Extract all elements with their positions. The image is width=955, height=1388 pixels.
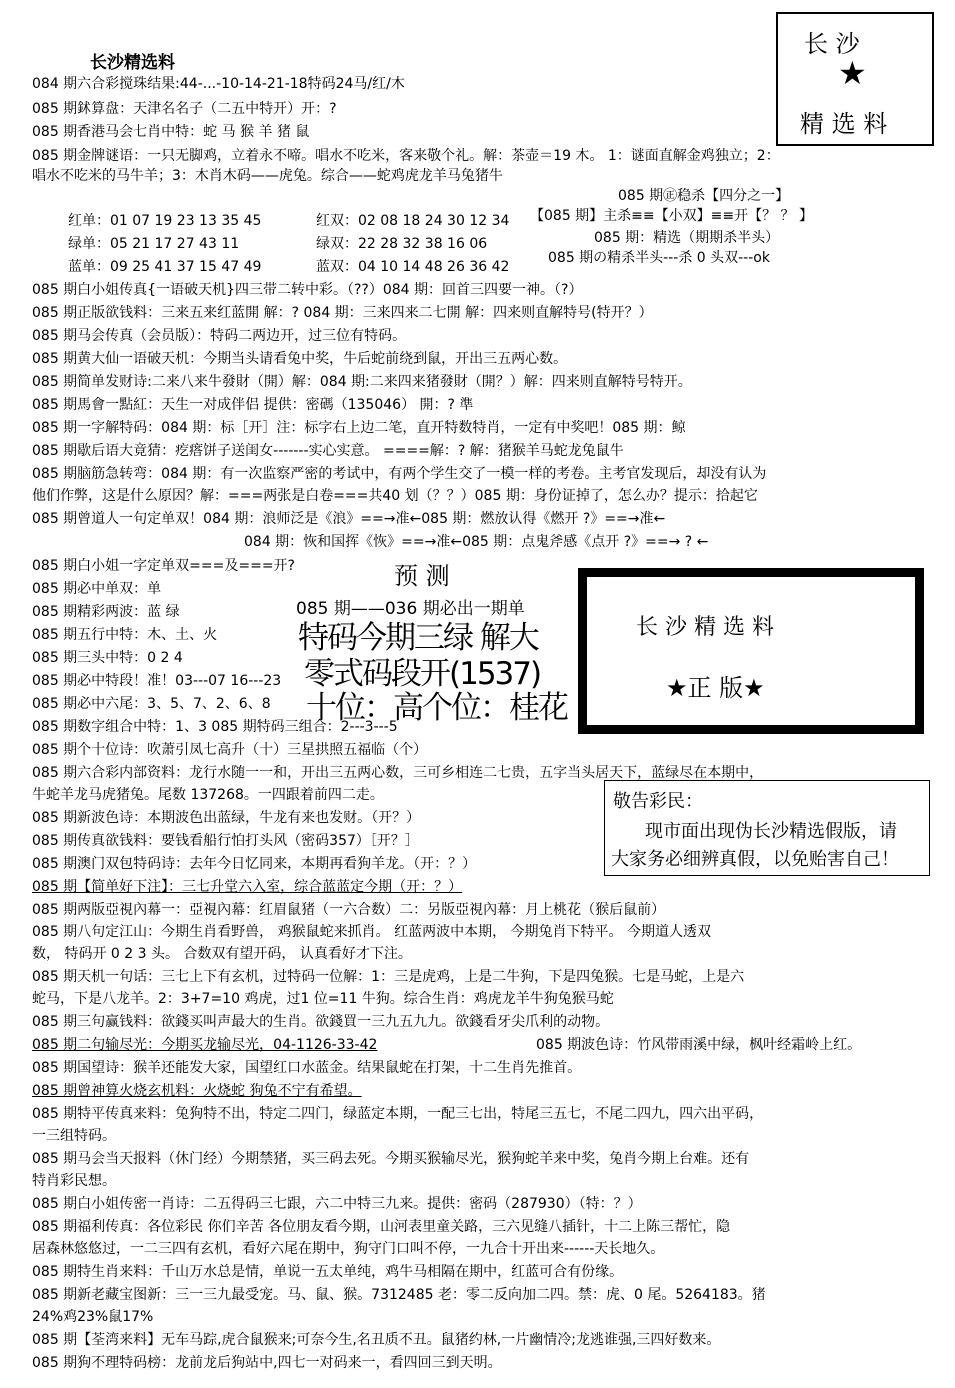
- box-bottom-border: [580, 725, 922, 732]
- baixiaojie-line: 085 期白小姐传真{一语破天机}四三带二转中彩。（??）084 期：回首三四要一神。（?）: [32, 282, 583, 298]
- box-left-border: [580, 570, 587, 732]
- shuzi-line: 085 期数字组合中特：1、3 085 期特码三组合：2---3---5: [32, 719, 398, 735]
- warning-line-2: 大家务必细辨真假，以免贻害自己！: [611, 849, 899, 870]
- teping-line-2: 一三组特码。: [32, 1128, 116, 1144]
- teping-line-1: 085 期特平传真来料：兔狗特不出，特定二四门，绿蓝定本期，一配三七出，特尾三五七，不尾二四九，四六出平码，: [32, 1106, 764, 1122]
- corner-city: 长 沙: [804, 30, 860, 58]
- yizi-line: 085 期一字解特码：084 期：标［开］注：标字右上边二笔，直开特数特肖，一定有中奖吧！085 期：鲸: [32, 420, 686, 436]
- suanpan-line: 085 期鉥算盘：天津名名子（二五中特开）开：?: [32, 101, 337, 117]
- riddle-line-2: 唱水不吃米的马牛羊；3：木肖木码——虎兔。综合——蛇鸡虎龙羊马兔猪牛: [32, 168, 503, 184]
- zhengban-line: 085 期正版欲钱料：三来五来红蓝開 解：? 084 期：三来四来二七開 解：四来则直解特号(特开？）: [32, 305, 653, 321]
- bxj-mi-line: 085 期白小姐传密一肖诗：二五得码三七跟，六二中特三九来。提供：密码（287930）（特：？）: [32, 1196, 642, 1212]
- bizhong-liuwei: 085 期必中六尾：3、5、7、2、6、8: [32, 696, 271, 712]
- edition-box: [578, 568, 924, 734]
- kill-line-3: 085 期：精选（期期杀半头）: [594, 230, 780, 246]
- star-icon: ★: [838, 54, 867, 92]
- box-top-border: [580, 570, 922, 577]
- corner-label: 精 选 料: [800, 110, 888, 138]
- bose-shi-line: 085 期波色诗：竹风带雨溪中绿，枫叶经霜岭上红。: [536, 1037, 862, 1053]
- yashi-line: 085 期两版亞視內幕一：亞視內幕：红眉鼠猪（一六合数）二：另版亞視內幕：月上桃花（猴后鼠前）: [32, 902, 666, 918]
- zengdao-line-2: 084 期：恢和国挥《恢》==→准←085 期：点鬼斧感《点开 ?》==→ ? ←: [244, 534, 709, 550]
- xinbose-line: 085 期新波色诗：本期波色出蓝绿，牛龙有来也发财。（开？）: [32, 810, 421, 826]
- hk-seven-line: 085 期香港马会七肖中特：蛇 马 猴 羊 猪 鼠: [32, 124, 310, 140]
- tianji-line-1: 085 期天机一句话：三七上下有玄机，过特码一位解：1：三是虎鸡，上是二牛狗，下是四兔猴。七是马蛇，上是六: [32, 969, 745, 985]
- warning-title: 敬告彩民：: [613, 791, 703, 812]
- santou-line: 085 期三头中特：0 2 4: [32, 650, 183, 666]
- bizhong-teduan: 085 期必中特段！准！03---07 16---23: [32, 673, 282, 689]
- prediction-line-1: 085 期——036 期必出一期单: [296, 599, 525, 619]
- kill-line-2: 【085 期】主杀≡≡【小双】≡≡开【？ ？ 】: [530, 208, 813, 224]
- wuxing-line: 085 期五行中特：木、土、火: [32, 627, 218, 643]
- red-double: 红双：02 08 18 24 30 12 34: [316, 213, 510, 229]
- quanwan-line: 085 期【荃湾来料】无车马踪,虎合鼠猴来;可奈今生,名丑质不丑。鼠猪约林,一片幽情冷;龙逃谁强,三四好数来。: [32, 1332, 721, 1348]
- edition-badge: ★正 版★: [666, 674, 765, 702]
- corner-logo-box: [776, 12, 934, 146]
- result-084: 084 期六合彩搅珠结果:44-...-10-14-21-18特码24马/红/木: [32, 76, 405, 92]
- teshengxiao-line: 085 期特生肖来料：千山万水总是情，单说一五太单纯，鸡牛马相隔在期中，红蓝可合有份缘。: [32, 1264, 624, 1280]
- zengshen-line: 085 期曾神算火烧玄机料：火烧蛇 狗兔不宁有希望。: [32, 1083, 362, 1099]
- riddle-line-1: 085 期金牌谜语：一只无脚鸡，立着永不啼。唱水不吃米，客来敬个礼。解：茶壶＝19 木。 1：谜面直解金鸡独立；2：: [32, 148, 780, 164]
- xiehouyu-line: 085 期歇后语大竟猜：疙瘩饼子送闺女-------实心实意。 ====解：? 解：猪猴羊马蛇龙兔鼠牛: [32, 443, 624, 459]
- fuli-line-2: 居森林悠悠过，一二三四有玄机，看好六尾在期中，狗守门口叫不停，一九合十开出来------天长地久。: [32, 1241, 665, 1257]
- box-right-border: [915, 570, 922, 732]
- fuli-line-1: 085 期福利传真：各位彩民 你们辛苦 各位朋友看今期，山河表里童关路，三六见缝八插针，十二上陈三帮忙，隐: [32, 1219, 731, 1235]
- mahui-tianbao-line-1: 085 期马会当天报料（休门经）今期禁猪，买三码去死。今期买猴输尽光，猴狗蛇羊来中奖，兔肖今期上台难。还有: [32, 1151, 750, 1167]
- naojin-line-2: 他们作弊，这是什么原因？解：===两张是白卷===共40 划（？？）085 期：身份证掉了，怎么办？提示：拾起它: [32, 488, 758, 504]
- edition-title: 长 沙 精 选 料: [636, 615, 774, 640]
- page-title: 长沙精选料: [90, 53, 175, 73]
- aomen-line: 085 期澳门双包特码诗：去年今日忆同来，本期再看狗羊龙。（开：？）: [32, 856, 477, 872]
- gewei-line: 085 期个十位诗：吹萧引凤七高升（十）三星拱照五福临（个）: [32, 742, 428, 758]
- jiandan-line: 085 期简单发财诗:二来八来牛發財（開）解：084 期:二来四来猪發財（開？）解：四来则直解特号特开。: [32, 374, 692, 390]
- tianji-line-2: 蛇马，下是八龙羊。2：3+7=10 鸡虎，过1 位=11 牛狗。综合生肖：鸡虎龙羊牛狗兔猴马蛇: [32, 991, 614, 1007]
- naojin-line-1: 085 期脑筋急转弯：084 期：有一次监察严密的考试中，有两个学生交了一模一样的考卷。主考官发现后，却没有认为: [32, 466, 767, 482]
- kill-line-4: 085 期の精杀半头---杀 0 头双---ok: [548, 250, 770, 266]
- bajuding-line-2: 数， 特码开 0 2 3 头。 合数双有望开码， 认真看好才下注。: [32, 946, 412, 962]
- mahui-tianbao-line-2: 特肖彩民想。: [32, 1173, 116, 1189]
- xinlao-line-1: 085 期新老藏宝图新：三一三九最受宠。马、鼠、猴。7312485 老：零二反向加二四。禁：虎、0 尾。5264183。猪: [32, 1287, 766, 1303]
- jingcai-liangbo: 085 期精彩两波：蓝 绿: [32, 604, 180, 620]
- prediction-line-2: 特码今期三绿 解大: [298, 620, 538, 656]
- guowang-line: 085 期国望诗：猴羊还能发大家，国望红口水蓝金。结果鼠蛇在打架，十二生肖先推首。: [32, 1060, 582, 1076]
- gou-line: 085 期狗不理特码榜：龙前龙后狗站中,四七一对码来一，看四回三到天明。: [32, 1355, 502, 1371]
- mahuiyidian-line: 085 期馬會一點紅：天生一对成伴侣 提供：密碼（135046） 開：? 準: [32, 397, 474, 413]
- huangdaxian-line: 085 期黄大仙一语破天机：今期当头请看兔中奖，牛后蛇前绕到鼠，开出三五两心数。: [32, 351, 568, 367]
- neibu-line-2: 牛蛇羊龙马虎猪兔。尾数 137268。一四跟着前四二走。: [32, 787, 384, 803]
- neibu-line-1: 085 期六合彩内部资料：龙行水随一一和，开出三五两心数，三可乡相连二七贵，五字当头居天下，蓝绿尽在本期中，: [32, 765, 764, 781]
- jiandan-zhu-line: 085 期【简单好下注】：三七升堂六入室，综合蓝蓝定今期（开：？）: [32, 879, 463, 895]
- blue-double: 蓝双：04 10 14 48 26 36 42: [316, 259, 510, 275]
- red-single: 红单：01 07 19 23 13 35 45: [68, 213, 262, 229]
- chuanzhen-line: 085 期传真欲钱料：要钱看船行怕打头风（密码357）［开？］: [32, 833, 419, 849]
- prediction-line-4: 十位：高个位：桂花: [306, 690, 567, 726]
- green-double: 绿双：22 28 32 38 16 06: [316, 236, 488, 252]
- sanju-line: 085 期三句赢钱料：欲錢买叫声最大的生肖。欲錢買一三九五九九。欲錢看牙尖爪利的动物。: [32, 1014, 610, 1030]
- xinlao-line-2: 24%鸡23%鼠17%: [32, 1309, 154, 1325]
- kill-line-1: 085 期㊣稳杀【四分之一】: [618, 188, 790, 204]
- bxj-yizi-line: 085 期白小姐一字定单双===及===开?: [32, 558, 295, 574]
- warning-line-1: 现市面出现伪长沙精选假版，请: [645, 821, 897, 842]
- prediction-heading: 预 测: [394, 562, 450, 590]
- blue-single: 蓝单：09 25 41 37 15 47 49: [68, 259, 262, 275]
- bizhong-danshuang: 085 期必中单双：单: [32, 581, 162, 597]
- bajuding-line-1: 085 期八句定江山：今期生肖看野兽， 鸡猴鼠蛇来抓肖。 红蓝两波中本期， 今期兔肖下特平。 今期道人透双: [32, 924, 711, 940]
- zengdao-line-1: 085 期曾道人一句定单双！084 期：浪师泛是《浪》==→准←085 期：燃放认得《燃开 ?》==→准←: [32, 511, 666, 527]
- mahui-line: 085 期马会传真（会员版）：特码二两边开，过三位有特码。: [32, 328, 407, 344]
- warning-box: [604, 780, 930, 876]
- prediction-line-3: 零式码段开(1537): [304, 656, 541, 692]
- green-single: 绿单：05 21 17 27 43 11: [68, 236, 240, 252]
- erju-line: 085 期二句输尽光：今期买龙输尽光，04-1126-33-42: [32, 1037, 378, 1053]
